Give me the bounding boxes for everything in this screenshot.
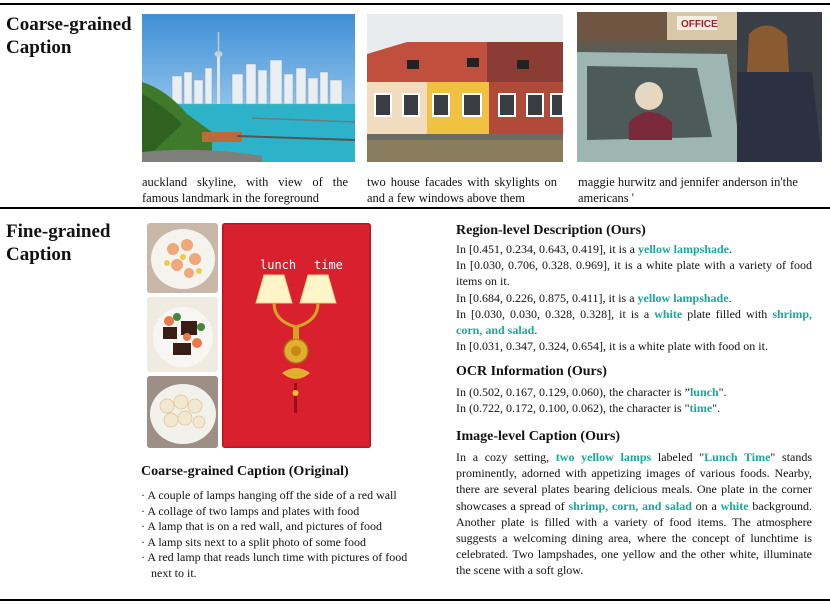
caption-houses: two house facades with skylights on and a few windows above them [367,175,557,205]
region-line-3: In [0.684, 0.226, 0.875, 0.411], it is a yellow lampshade. [456,290,732,305]
poster-word-lunch: lunch [260,258,297,272]
caption-auckland: auckland skyline, with view of the famous landmark in the foreground [142,175,348,205]
coarse-section-title: Coarse-grained Caption [6,14,132,58]
ocr-line-1: In (0.502, 0.167, 0.129, 0.060), the character is ”lunch". [456,385,727,399]
car-scene-image [577,12,822,162]
original-caption-title: Coarse-grained Caption (Original) [141,464,349,479]
ocr-line-2: In (0.722, 0.172, 0.100, 0.062), the character is "time". [456,401,721,416]
region-line-1: In [0.451, 0.234, 0.643, 0.419], it is a yellow lampshade. [456,242,733,256]
original-caption-list [141,488,426,581]
list-item: · A couple of lamps hanging off the side of a red wall [141,488,397,502]
list-item: · A collage of two lamps and plates with food [141,503,360,518]
food-plate-image-2 [147,297,218,372]
caption-car: maggie hurwitz and jennifer anderson in'the americans ' [578,175,798,205]
svg-text:OFFICE: OFFICE [681,19,718,30]
food-plate-image-3 [147,376,218,448]
region-description-body [456,241,812,354]
house-facades-image [367,14,563,162]
region-line-2: In [0.030, 0.706, 0.328. 0.969], it is a white plate with a variety of food items on it. [456,258,812,289]
fine-section-title: Fine-grained Caption [6,221,111,265]
region-description-title: Region-level Description (Ours) [456,223,646,238]
region-line-4: In [0.030, 0.030, 0.328, 0.328], it is a white plate filled with shrimp, corn, and salad. [456,306,812,338]
list-item: · A lamp that is on a red wall, and pictures of food [141,519,382,533]
lunch-time-lamp-image [222,223,371,448]
bottom-rule [0,599,830,601]
ocr-information-title: OCR Information (Ours) [456,364,607,379]
ocr-information-body [456,384,812,416]
list-item: · A red lamp that reads lunch time with pictures of food next to it. [141,550,408,580]
section-divider [0,207,830,209]
region-line-5: In [0.031, 0.347, 0.324, 0.654], it is a white plate with food on it. [456,339,768,354]
top-rule [0,3,830,5]
poster-word-time: time [314,258,343,272]
list-item: · A lamp sits next to a split photo of some food [141,534,366,549]
auckland-skyline-image [142,14,355,162]
image-caption-title: Image-level Caption (Ours) [456,429,621,444]
food-plate-image-1 [147,223,218,293]
image-caption-body: In a cozy setting, two yellow lamps labeled "Lunch Time" stands prominently, adorned with appetizing images of various foods. Nearby, there are several plates bearing delicious meals. One plate in the corner showcases a spread of shrimp, corn, and salad on a white background. Another plate is filled with a variety of food items. The atmosphere suggests a welcoming dining area, where the concept of lunchtime is celebrated. Two lampshades, one yellow and the other white, illuminate the scene with a soft glow. [456,450,813,578]
